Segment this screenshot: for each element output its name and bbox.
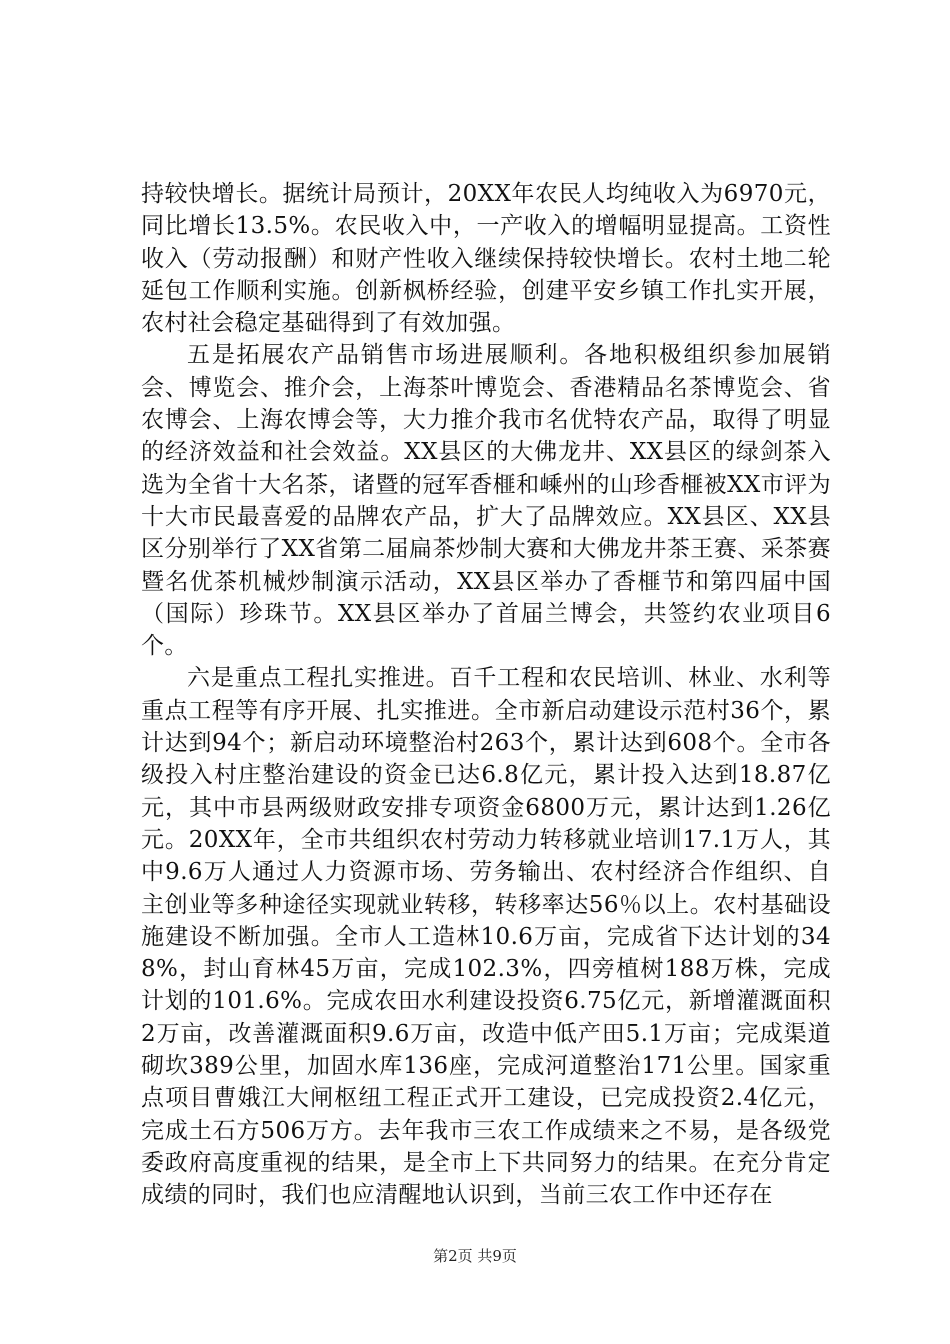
document-body — [141, 178, 831, 1212]
paragraph-2: 五是拓展农产品销售市场进展顺利。各地积极组织参加展销会、博览会、推介会，上海茶叶博览会、香港精品名茶博览会、省农博会、上海农博会等，大力推介我市名优特农产品，取得了明显的经济效益和社会效益。XX县区的大佛龙井、XX县区的绿剑茶入选为全省十大名茶，诸暨的冠军香榧和嵊州的山珍香榧被XX市评为十大市民最喜爱的品牌农产品，扩大了品牌效应。XX县区、XX县区分别举行了XX省第二届扁茶炒制大赛和大佛龙井茶王赛、采茶赛暨名优茶机械炒制演示活动，XX县区举办了香榧节和第四届中国（国际）珍珠节。XX县区举办了首届兰博会，共签约农业项目6个。 — [141, 342, 831, 660]
paragraph-3: 六是重点工程扎实推进。百千工程和农民培训、林业、水利等重点工程等有序开展、扎实推进。全市新启动建设示范村36个，累计达到94个；新启动环境整治村263个，累计达到608个。全市各级投入村庄整治建设的资金已达6.8亿元，累计投入达到18.87亿元，其中市县两级财政安排专项资金6800万元，累计达到1.26亿元。20XX年，全市共组织农村劳动力转移就业培训17.1万人，其中9.6万人通过人力资源市场、劳务输出、农村经济合作组织、自主创业等多种途径实现就业转移，转移率达56％以上。农村基础设施建设不断加强。全市人工造林10.6万亩，完成省下达计划的348%，封山育林45万亩，完成102.3%，四旁植树188万株，完成计划的101.6%。完成农田水利建设投资6.75亿元，新增灌溉面积2万亩，改善灌溉面积9.6万亩，改造中低产田5.1万亩；完成渠道砌坎389公里，加固水库136座，完成河道整治171公里。国家重点项目曹娥江大闸枢纽工程正式开工建设，已完成投资2.4亿元，完成土石方506万方。去年我市三农工作成绩来之不易，是各级党委政府高度重视的结果，是全市上下共同努力的结果。在充分肯定成绩的同时，我们也应清醒地认识到，当前三农工作中还存在 — [141, 665, 831, 1209]
paragraph-1: 持较快增长。据统计局预计，20XX年农民人均纯收入为6970元，同比增长13.5%。农民收入中，一产收入的增幅明显提高。工资性收入（劳动报酬）和财产性收入继续保持较快增长。农村土地二轮延包工作顺利实施。创新枫桥经验，创建平安乡镇工作扎实开展，农村社会稳定基础得到了有效加强。 — [141, 181, 831, 337]
page-footer — [0, 1246, 950, 1266]
page-number-label: 第2页 共9页 — [433, 1247, 517, 1265]
